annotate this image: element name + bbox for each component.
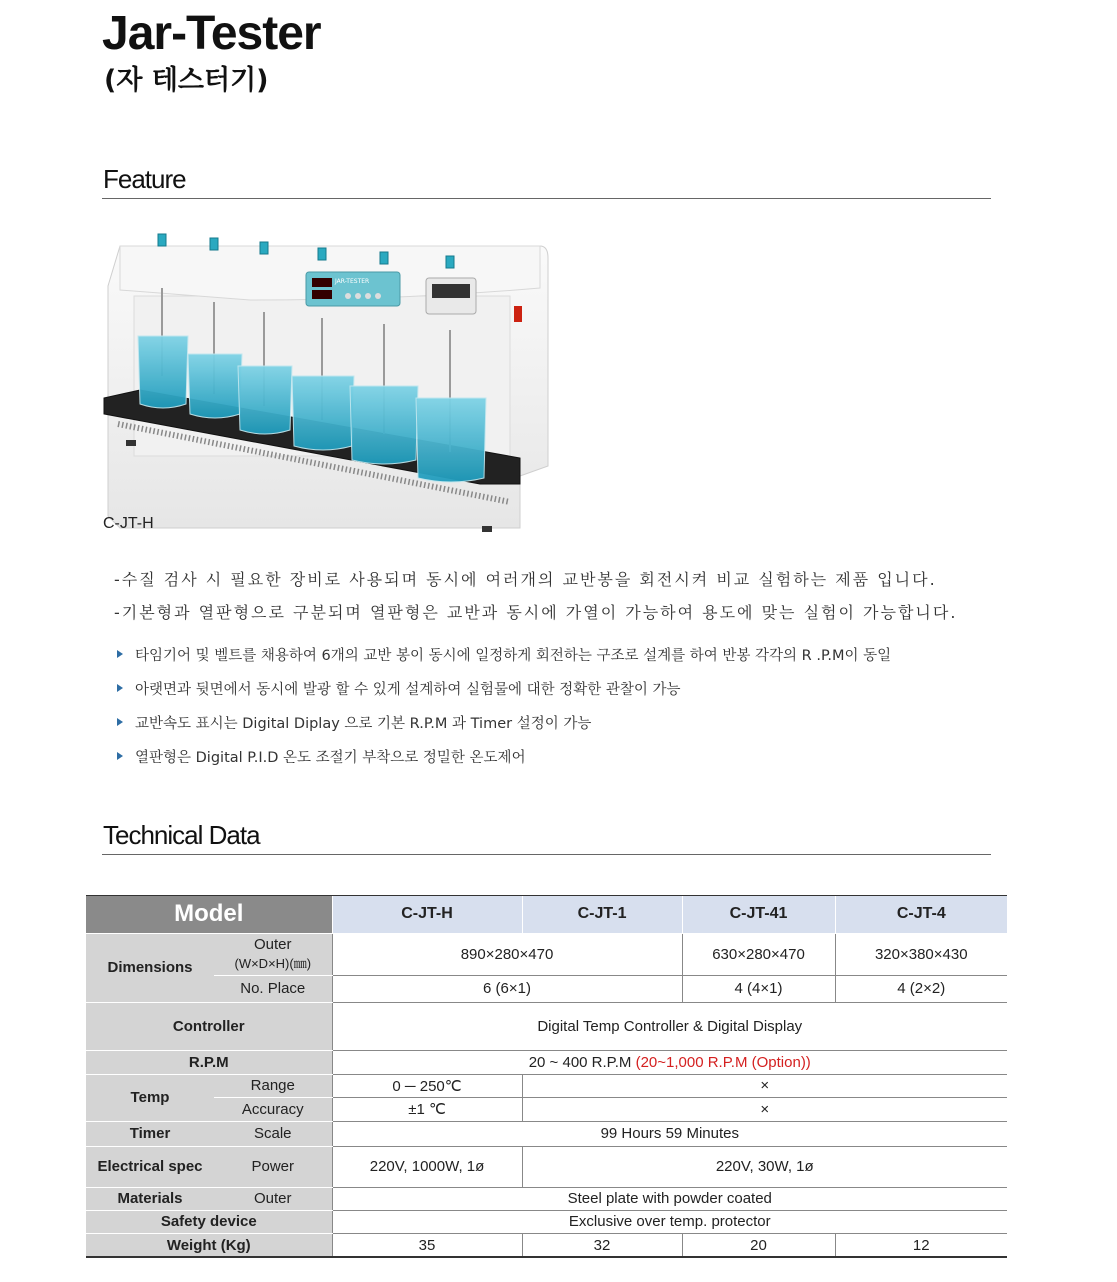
feature-bullet: 교반속도 표시는 Digital Diplay 으로 기본 R.P.M 과 Timer 설정이 가능 <box>115 712 891 746</box>
cell-value: 99 Hours 59 Minutes <box>332 1121 1007 1146</box>
feature-bullet: 타임기어 및 벨트를 채용하여 6개의 교반 봉이 동시에 일정하게 회전하는 구조로 설계를 하여 반봉 각각의 R .P.M이 동일 <box>115 644 891 678</box>
row-label-weight: Weight (Kg) <box>86 1233 332 1257</box>
model-name: C-JT-1 <box>522 896 682 933</box>
table-row <box>86 975 1007 1002</box>
triangle-bullet-icon <box>117 650 123 658</box>
table-row <box>86 1097 1007 1121</box>
row-label-safety: Safety device <box>86 1210 332 1233</box>
rpm-option: (20~1,000 R.P.M (Option)) <box>635 1053 811 1071</box>
cell-value: Steel plate with powder coated <box>332 1187 1007 1210</box>
cell-value: 0 ─ 250℃ <box>332 1074 522 1097</box>
cell-value: × <box>522 1074 1007 1097</box>
cell-value: 320×380×430 <box>835 933 1007 975</box>
jar-tester-product-image <box>100 226 552 544</box>
technical-spec-table <box>86 896 1007 1257</box>
cell-value: 630×280×470 <box>682 933 835 975</box>
page-subtitle: (자 테스터기) <box>104 65 269 96</box>
feature-heading: Feature <box>103 164 186 194</box>
triangle-bullet-icon <box>117 718 123 726</box>
table-row <box>86 1002 1007 1050</box>
description-line: -기본형과 열판형으로 구분되며 열판형은 교반과 동시에 가열이 가능하여 용도에 맞는 실험이 가능합니다. <box>114 603 958 622</box>
row-label-electrical: Electrical spec <box>86 1146 214 1187</box>
cell-value: 220V, 1000W, 1ø <box>332 1146 522 1187</box>
row-sublabel-outer: Outer <box>214 1187 332 1210</box>
cell-value: 4 (2×2) <box>835 975 1007 1002</box>
table-row <box>86 1210 1007 1233</box>
row-label-rpm: R.P.M <box>86 1050 332 1074</box>
cell-value: 890×280×470 <box>332 933 682 975</box>
table-row <box>86 1074 1007 1097</box>
table-row <box>86 1187 1007 1210</box>
cell-value: 35 <box>332 1233 522 1257</box>
table-row <box>86 1050 1007 1074</box>
feature-bullet-list <box>115 644 891 780</box>
technical-heading: Technical Data <box>103 820 260 850</box>
cell-value: 20 <box>682 1233 835 1257</box>
triangle-bullet-icon <box>117 684 123 692</box>
model-name: C-JT-H <box>332 896 522 933</box>
triangle-bullet-icon <box>117 752 123 760</box>
cell-value: 20 ~ 400 R.P.M (20~1,000 R.P.M (Option)) <box>332 1050 1007 1074</box>
table-header-row <box>86 896 1007 933</box>
model-name: C-JT-4 <box>835 896 1007 933</box>
cell-value: ±1 ℃ <box>332 1097 522 1121</box>
row-label-controller: Controller <box>86 1002 332 1050</box>
technical-divider <box>102 854 991 855</box>
row-sublabel-scale: Scale <box>214 1121 332 1146</box>
row-label-timer: Timer <box>86 1121 214 1146</box>
cell-value: × <box>522 1097 1007 1121</box>
row-sublabel-place: No. Place <box>214 975 332 1002</box>
cell-value: 32 <box>522 1233 682 1257</box>
device-label: JAR-TESTER <box>335 278 370 285</box>
description-line: -수질 검사 시 필요한 장비로 사용되며 동시에 여러개의 교반봉을 회전시켜 비교 실험하는 제품 입니다. <box>114 570 937 589</box>
row-label-dimensions: Dimensions <box>86 933 214 1002</box>
row-label-temp: Temp <box>86 1074 214 1121</box>
table-row <box>86 1233 1007 1257</box>
page-title: Jar-Tester <box>102 7 321 60</box>
row-sublabel-accuracy: Accuracy <box>214 1097 332 1121</box>
feature-divider <box>102 198 991 199</box>
row-sublabel-range: Range <box>214 1074 332 1097</box>
feature-bullet: 열판형은 Digital P.I.D 온도 조절기 부착으로 정밀한 온도제어 <box>115 746 891 780</box>
product-image-caption: C-JT-H <box>103 515 154 532</box>
cell-value: 12 <box>835 1233 1007 1257</box>
cell-value: 6 (6×1) <box>332 975 682 1002</box>
row-sublabel-outer: Outer (W×D×H)(㎜) <box>214 933 332 975</box>
cell-value: Digital Temp Controller & Digital Display <box>332 1002 1007 1050</box>
feature-bullet: 아랫면과 뒷면에서 동시에 발광 할 수 있게 설계하여 실험물에 대한 정확한 관찰이 가능 <box>115 678 891 712</box>
model-header: Model <box>86 896 332 933</box>
table-row <box>86 1146 1007 1187</box>
row-label-materials: Materials <box>86 1187 214 1210</box>
model-name: C-JT-41 <box>682 896 835 933</box>
cell-value: Exclusive over temp. protector <box>332 1210 1007 1233</box>
table-row <box>86 933 1007 975</box>
table-row <box>86 1121 1007 1146</box>
row-sublabel-power: Power <box>214 1146 332 1187</box>
table-bottom-border <box>86 1256 1007 1258</box>
cell-value: 4 (4×1) <box>682 975 835 1002</box>
cell-value: 220V, 30W, 1ø <box>522 1146 1007 1187</box>
